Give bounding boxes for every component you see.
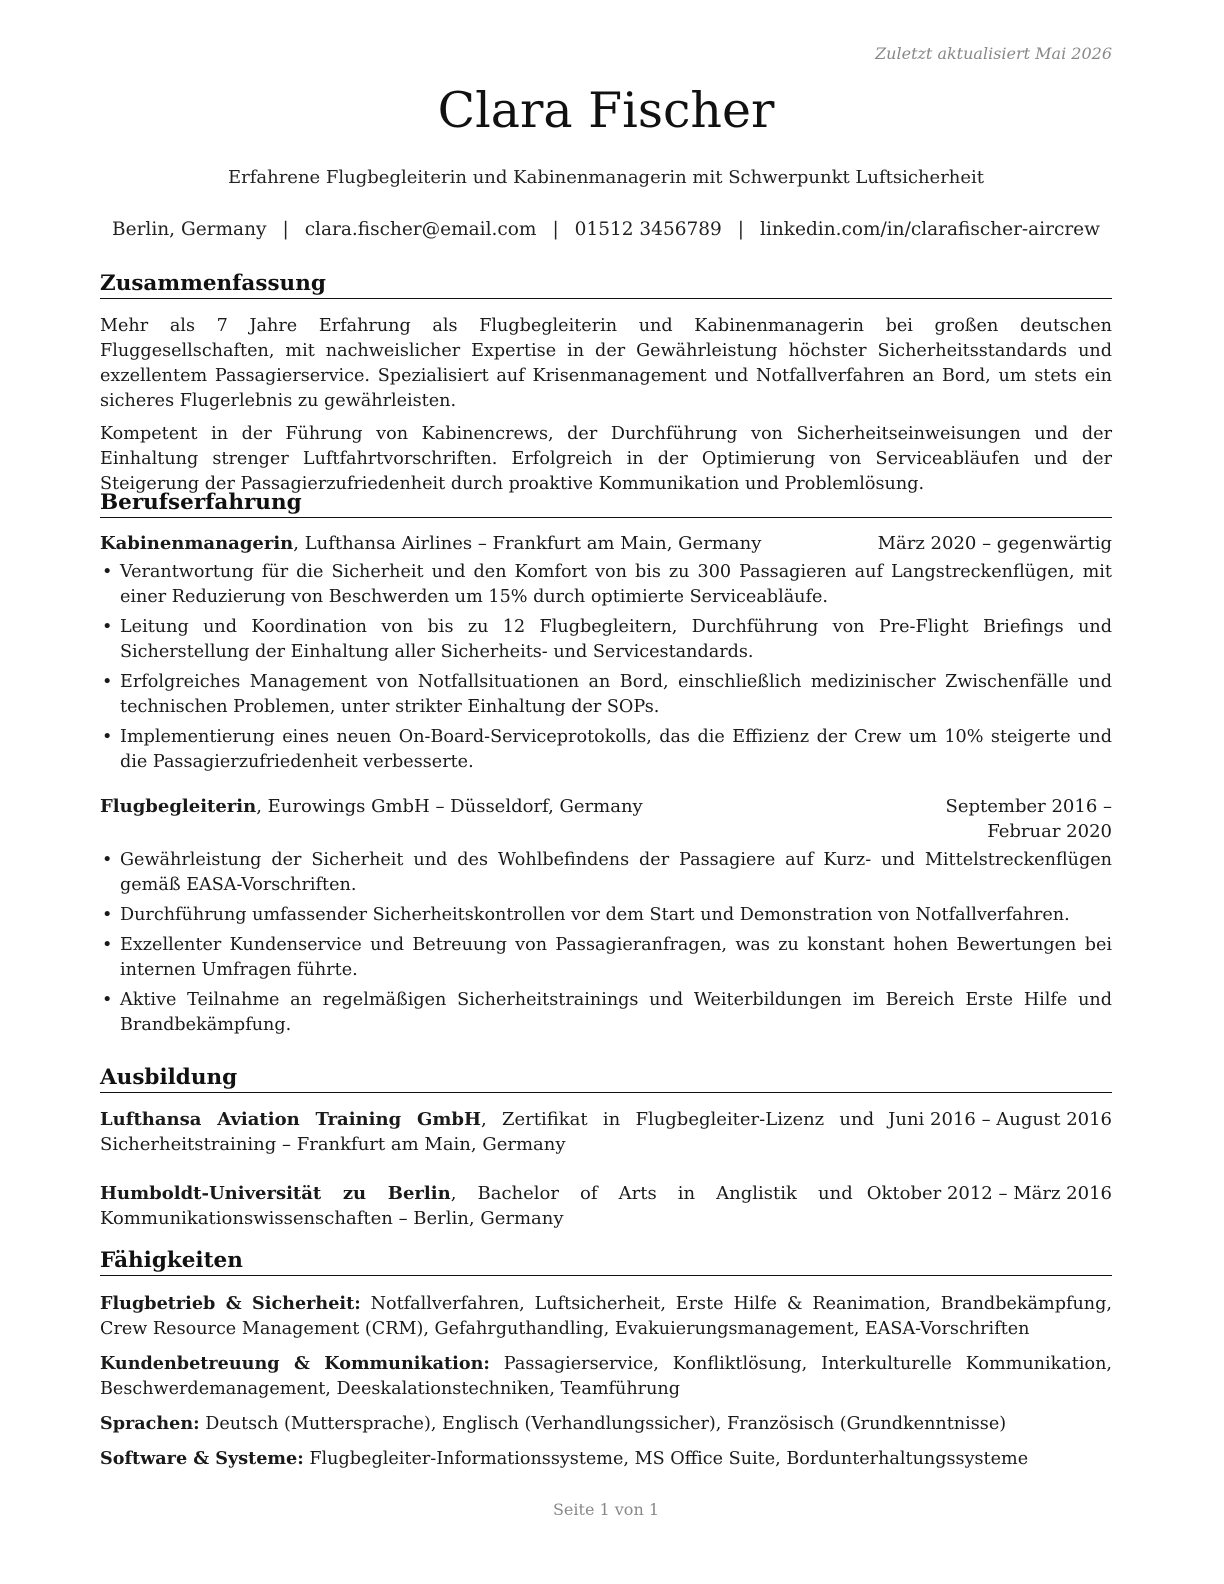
list-item xyxy=(100,615,1112,665)
job-dates: September 2016 – Februar 2020 xyxy=(945,796,1112,842)
list-item xyxy=(100,933,1112,983)
skill-group xyxy=(100,1446,1112,1472)
list-item xyxy=(100,903,1112,928)
bullet-icon: • xyxy=(102,935,113,955)
bullet-icon: • xyxy=(102,905,113,925)
contact-separator: | xyxy=(282,219,289,240)
summary-paragraph: Kompetent in der Führung von Kabinencrews, der Durchführung von Sicherheitseinweisungen und der Einhaltung strenger Luftfahrtvorschriften. Erfolgreich in der Optimierung von Serviceabläufen und der Steigerung der Passagierzufriedenheit durch proaktive Kommunikation und Problemlösung. xyxy=(100,424,1112,494)
skill-label: Flugbetrieb & Sicherheit: xyxy=(100,1293,361,1314)
job-entry xyxy=(100,794,1112,1038)
skill-group xyxy=(100,1351,1112,1402)
skills-section xyxy=(100,1248,1112,1481)
tagline: Erfahrene Flugbegleiterin und Kabinenmanagerin mit Schwerpunkt Luftsicherheit xyxy=(227,167,985,188)
last-updated: Zuletzt aktualisiert Mai 2026 xyxy=(875,44,1112,63)
list-item xyxy=(100,670,1112,720)
education-section xyxy=(100,1065,1112,1231)
section-title: Berufserfahrung xyxy=(100,490,1112,518)
section-title: Zusammenfassung xyxy=(100,271,1112,299)
skill-text: Flugbegleiter-Informationssysteme, MS Office Suite, Bordunterhaltungssysteme xyxy=(303,1449,1029,1469)
contact-separator: | xyxy=(737,219,745,240)
contact-linkedin[interactable]: linkedin.com/in/clarafischer-aircrew xyxy=(760,219,1100,240)
list-item xyxy=(100,560,1112,610)
education-dates: Oktober 2012 – März 2016 xyxy=(866,1183,1112,1204)
education-dates: Juni 2016 – August 2016 xyxy=(888,1109,1112,1130)
bullet-text: Durchführung umfassender Sicherheitskontrollen vor dem Start und Demonstration von Notfallverfahren. xyxy=(120,905,1070,925)
bullet-icon: • xyxy=(102,617,113,637)
skill-text: Deutsch (Muttersprache), Englisch (Verhandlungssicher), Französisch (Grundkenntnisse) xyxy=(199,1414,1007,1434)
job-role: Flugbegleiterin xyxy=(100,796,257,817)
skill-text: Notfallverfahren, Luftsicherheit, Erste Hilfe & Reanimation, Brandbekämpfung, Crew Resource Management (CRM), Gefahrguthandling, Evakuierungsmanagement, EASA-Vorschriften xyxy=(100,1294,1112,1339)
job-header xyxy=(100,794,1112,844)
job-company: , Lufthansa Airlines – Frankfurt am Main, Germany xyxy=(293,533,762,554)
list-item xyxy=(100,725,1112,775)
job-company: , Eurowings GmbH – Düsseldorf, Germany xyxy=(256,796,643,817)
skill-group xyxy=(100,1411,1112,1437)
job-bullets xyxy=(100,560,1112,775)
contact-line xyxy=(100,219,1112,240)
bullet-icon: • xyxy=(102,990,113,1010)
contact-location: Berlin, Germany xyxy=(112,219,267,240)
bullet-text: Aktive Teilnahme an regelmäßigen Sicherheitstrainings und Weiterbildungen im Bereich Erste Hilfe und Brandbekämpfung. xyxy=(120,990,1112,1035)
experience-section xyxy=(100,490,1112,1043)
job-header xyxy=(100,531,1112,556)
section-title: Ausbildung xyxy=(100,1065,1112,1093)
bullet-text: Exzellenter Kundenservice und Betreuung von Passagieranfragen, was zu konstant hohen Bewertungen bei internen Umfragen führte. xyxy=(120,935,1112,980)
job-bullets xyxy=(100,848,1112,1038)
education-institution: Humboldt-Universität zu Berlin xyxy=(100,1183,451,1204)
job-role: Kabinenmanagerin xyxy=(100,533,294,554)
bullet-text: Gewährleistung der Sicherheit und des Wohlbefindens der Passagiere auf Kurz- und Mittelstreckenflügen gemäß EASA-Vorschriften. xyxy=(120,850,1112,895)
education-detail: , Zertifikat in Flugbegleiter-Lizenz und Sicherheitstraining – Frankfurt am Main, Germany xyxy=(100,1109,875,1155)
job-dates: März 2020 – gegenwärtig xyxy=(877,533,1112,554)
page-number: Seite 1 von 1 xyxy=(552,1500,660,1519)
resume-page xyxy=(100,0,1112,1584)
bullet-icon: • xyxy=(102,850,113,870)
summary-section xyxy=(100,271,1112,497)
skill-text: Passagierservice, Konfliktlösung, Interkulturelle Kommunikation, Beschwerdemanagement, Deeskalationstechniken, Teamführung xyxy=(100,1354,1113,1399)
bullet-text: Erfolgreiches Management von Notfallsituationen an Bord, einschließlich medizinischer Zwischenfälle und technischen Problemen, unter strikter Einhaltung der SOPs. xyxy=(120,672,1112,717)
skill-group xyxy=(100,1291,1112,1342)
education-entry xyxy=(100,1181,1112,1231)
bullet-text: Implementierung eines neuen On-Board-Serviceprotokolls, das die Effizienz der Crew um 10% steigerte und die Passagierzufriedenheit verbesserte. xyxy=(120,727,1112,772)
skill-label: Sprachen: xyxy=(100,1413,200,1434)
skill-label: Software & Systeme: xyxy=(100,1448,304,1469)
contact-separator: | xyxy=(552,219,559,240)
bullet-icon: • xyxy=(102,672,113,692)
bullet-text: Leitung und Koordination von bis zu 12 Flugbegleitern, Durchführung von Pre-Flight Briefings und Sicherstellung der Einhaltung aller Sicherheits- und Servicestandards. xyxy=(120,617,1112,662)
candidate-name: Clara Fischer xyxy=(437,82,775,139)
contact-phone: 01512 3456789 xyxy=(574,219,722,240)
skill-label: Kundenbetreuung & Kommunikation: xyxy=(100,1353,490,1374)
summary-paragraph: Mehr als 7 Jahre Erfahrung als Flugbegleiterin und Kabinenmanagerin bei großen deutschen Fluggesellschaften, mit nachweislicher Expertise in der Gewährleistung höchster Sicherheitsstandards und exzellentem Passagierservice. Spezialisiert auf Krisenmanagement und Notfallverfahren an Bord, um stets ein sicheres Flugerlebnis zu gewährleisten. xyxy=(100,316,1112,411)
bullet-text: Verantwortung für die Sicherheit und den Komfort von bis zu 300 Passagieren auf Langstreckenflügen, mit einer Reduzierung von Beschwerden um 15% durch optimierte Serviceabläufe. xyxy=(120,562,1112,607)
education-entry xyxy=(100,1107,1112,1157)
education-institution: Lufthansa Aviation Training GmbH xyxy=(100,1109,481,1130)
job-entry xyxy=(100,531,1112,775)
bullet-icon: • xyxy=(102,562,113,582)
section-title: Fähigkeiten xyxy=(100,1248,1112,1276)
contact-email[interactable]: clara.fischer@email.com xyxy=(304,219,537,240)
list-item xyxy=(100,988,1112,1038)
education-detail: , Bachelor of Arts in Anglistik und Kommunikationswissenschaften – Berlin, Germany xyxy=(100,1183,853,1229)
list-item xyxy=(100,848,1112,898)
bullet-icon: • xyxy=(102,727,113,747)
